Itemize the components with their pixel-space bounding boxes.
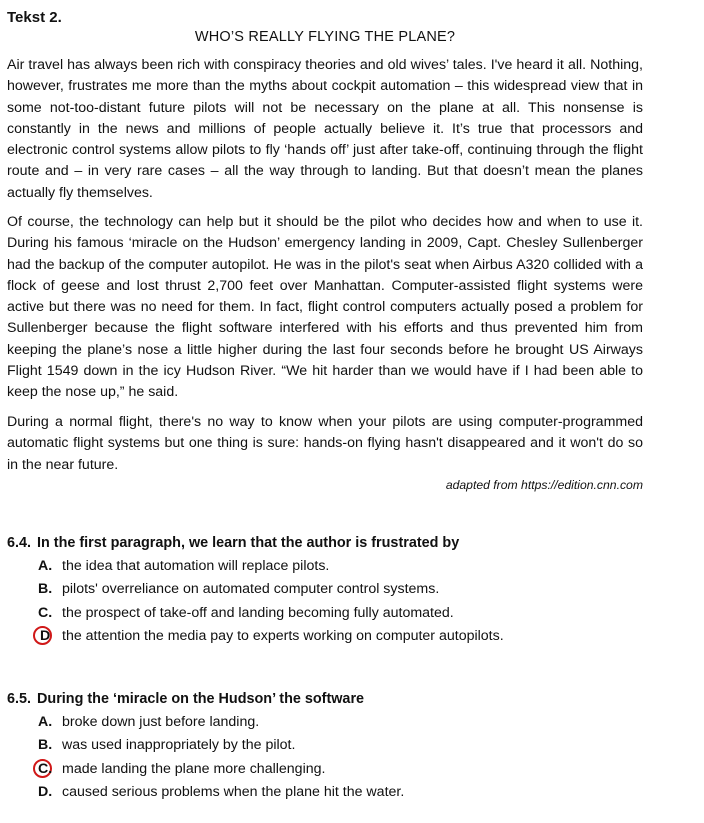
- answer-option-c[interactable]: [7, 602, 687, 625]
- option-text: broke down just before landing.: [62, 714, 260, 730]
- answer-option-d[interactable]: [7, 625, 687, 648]
- option-letter: B.: [38, 581, 53, 598]
- source-attribution: adapted from https://edition.cnn.com: [445, 478, 643, 492]
- option-letter: B.: [38, 737, 53, 754]
- option-letter: D.: [38, 784, 53, 801]
- option-text: the prospect of take-off and landing becoming fully automated.: [62, 604, 454, 621]
- question-text: In the first paragraph, we learn that the author is frustrated by: [37, 535, 460, 551]
- option-text: the idea that automation will replace pilots.: [62, 558, 330, 574]
- option-text: the attention the media pay to experts working on computer autopilots.: [62, 628, 504, 645]
- option-letter: D: [40, 628, 51, 645]
- article-paragraph: During a normal flight, there's no way to know when your pilots are using computer-programmed automatic flight systems but one thing is sure: hands-on flying hasn't disappeared and it won't do so in the near future.: [7, 414, 643, 473]
- option-letter: A.: [38, 714, 53, 730]
- question-stem: [7, 688, 687, 711]
- article-paragraph: Air travel has always been rich with conspiracy theories and old wives’ tales. I've heard it all. Nothing, however, frustrates me more than the myths about cockpit automation – this widespread view that in some not-too-distant future pilots will not be necessary on the plane at all. This nonsense is constantly in the news and millions of people actually believe it. It’s true that processors and electronic control systems allow pilots to fly ‘hands off’ just after take-off, continuing through the flight route and – in very rare cases – all the way through to landing. But that doesn’t mean the planes actually fly themselves.: [7, 57, 643, 201]
- option-text: caused serious problems when the plane hit the water.: [62, 784, 405, 801]
- option-letter: C.: [38, 604, 53, 621]
- option-text: made landing the plane more challenging.: [62, 760, 326, 777]
- question-number: 6.4.: [7, 535, 32, 551]
- option-text: was used inappropriately by the pilot.: [62, 737, 296, 754]
- answer-option-a[interactable]: [7, 555, 687, 578]
- option-letter: A.: [38, 558, 53, 574]
- answer-option-a[interactable]: [7, 711, 687, 734]
- question-stem: [7, 532, 687, 555]
- question-text: During the ‘miracle on the Hudson’ the software: [37, 691, 365, 707]
- question-6-4: [7, 532, 687, 649]
- text-label: Tekst 2.: [7, 9, 62, 26]
- article-title: WHO’S REALLY FLYING THE PLANE?: [194, 29, 456, 45]
- answer-option-b[interactable]: [7, 734, 687, 757]
- answer-option-d[interactable]: [7, 781, 687, 804]
- option-letter: C.: [38, 760, 53, 777]
- option-text: pilots' overreliance on automated computer control systems.: [62, 581, 440, 598]
- article-paragraph: Of course, the technology can help but it should be the pilot who decides how and when to use it. During his famous ‘miracle on the Hudson’ emergency landing in 2009, Capt. Chesley Sullenberger had the backup of the computer autopilot. He was in the pilot's seat when Airbus A320 collided with a flock of geese and lost thrust 2,700 feet over Manhattan. Computer-assisted flight systems were active but there was no need for them. In fact, flight control computers actually posed a problem for Sullenberger because the flight software interfered with his efforts and thus prevented him from keeping the plane’s nose a little higher during the last four seconds before he brought US Airways Flight 1549 down in the icy Hudson River. “We hit harder than we would have if I had been able to keep the nose up,” he said.: [7, 214, 643, 401]
- question-6-5: [7, 688, 687, 805]
- answer-option-b[interactable]: [7, 578, 687, 601]
- question-number: 6.5.: [7, 691, 32, 707]
- answer-option-c[interactable]: [7, 758, 687, 781]
